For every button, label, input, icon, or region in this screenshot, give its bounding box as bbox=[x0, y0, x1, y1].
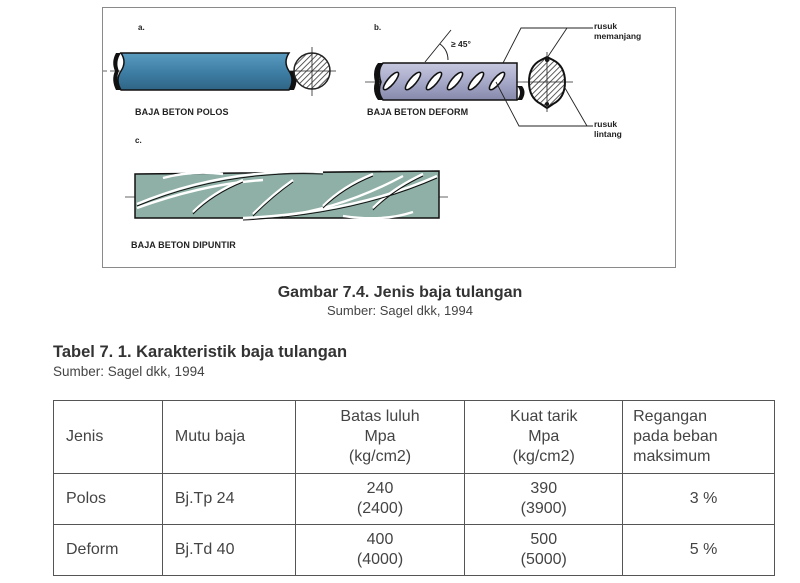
table-header-row bbox=[54, 401, 775, 474]
header-jenis: Jenis bbox=[54, 401, 163, 474]
header-kuat-tarik: Kuat tarik Mpa (kg/cm2) bbox=[465, 401, 623, 474]
header-batas-luluh: Batas luluh Mpa (kg/cm2) bbox=[295, 401, 465, 474]
figure-frame bbox=[102, 7, 676, 268]
cell-mutu-baja: Bj.Td 40 bbox=[162, 525, 295, 576]
panel-c-letter: c. bbox=[135, 136, 142, 145]
annotation-rusuk-memanjang: rusuk memanjang bbox=[594, 21, 642, 41]
rebar-illustration bbox=[103, 8, 677, 269]
panel-a-label: BAJA BETON POLOS bbox=[135, 107, 229, 117]
cell-batas-luluh: 240 (2400) bbox=[295, 474, 465, 525]
panel-c-label: BAJA BETON DIPUNTIR bbox=[131, 240, 236, 250]
panel-b-label: BAJA BETON DEFORM bbox=[367, 107, 469, 117]
table-source: Sumber: Sagel dkk, 1994 bbox=[53, 364, 205, 379]
panel-b-letter: b. bbox=[374, 23, 382, 32]
table-row bbox=[54, 474, 775, 525]
cell-regangan: 3 % bbox=[623, 474, 775, 525]
cell-kuat-tarik: 500 (5000) bbox=[465, 525, 623, 576]
cell-kuat-tarik: 390 (3900) bbox=[465, 474, 623, 525]
annotation-rusuk-lintang: rusuk lintang bbox=[594, 119, 622, 139]
header-regangan: Regangan pada beban maksimum bbox=[623, 401, 775, 474]
cell-mutu-baja: Bj.Tp 24 bbox=[162, 474, 295, 525]
figure-caption-source: Sumber: Sagel dkk, 1994 bbox=[327, 303, 473, 318]
cell-batas-luluh: 400 (4000) bbox=[295, 525, 465, 576]
figure-caption-title: Gambar 7.4. Jenis baja tulangan bbox=[277, 284, 523, 301]
cell-regangan: 5 % bbox=[623, 525, 775, 576]
panel-a-letter: a. bbox=[138, 23, 145, 32]
cell-jenis: Polos bbox=[54, 474, 163, 525]
twisted-bar-drawing bbox=[125, 171, 448, 220]
plain-bar-drawing bbox=[103, 47, 336, 96]
rebar-characteristics-table bbox=[53, 400, 775, 576]
angle-label: ≥ 45° bbox=[451, 39, 471, 49]
header-mutu-baja: Mutu baja bbox=[162, 401, 295, 474]
table-row bbox=[54, 525, 775, 576]
table-title: Tabel 7. 1. Karakteristik baja tulangan bbox=[53, 343, 348, 361]
cell-jenis: Deform bbox=[54, 525, 163, 576]
